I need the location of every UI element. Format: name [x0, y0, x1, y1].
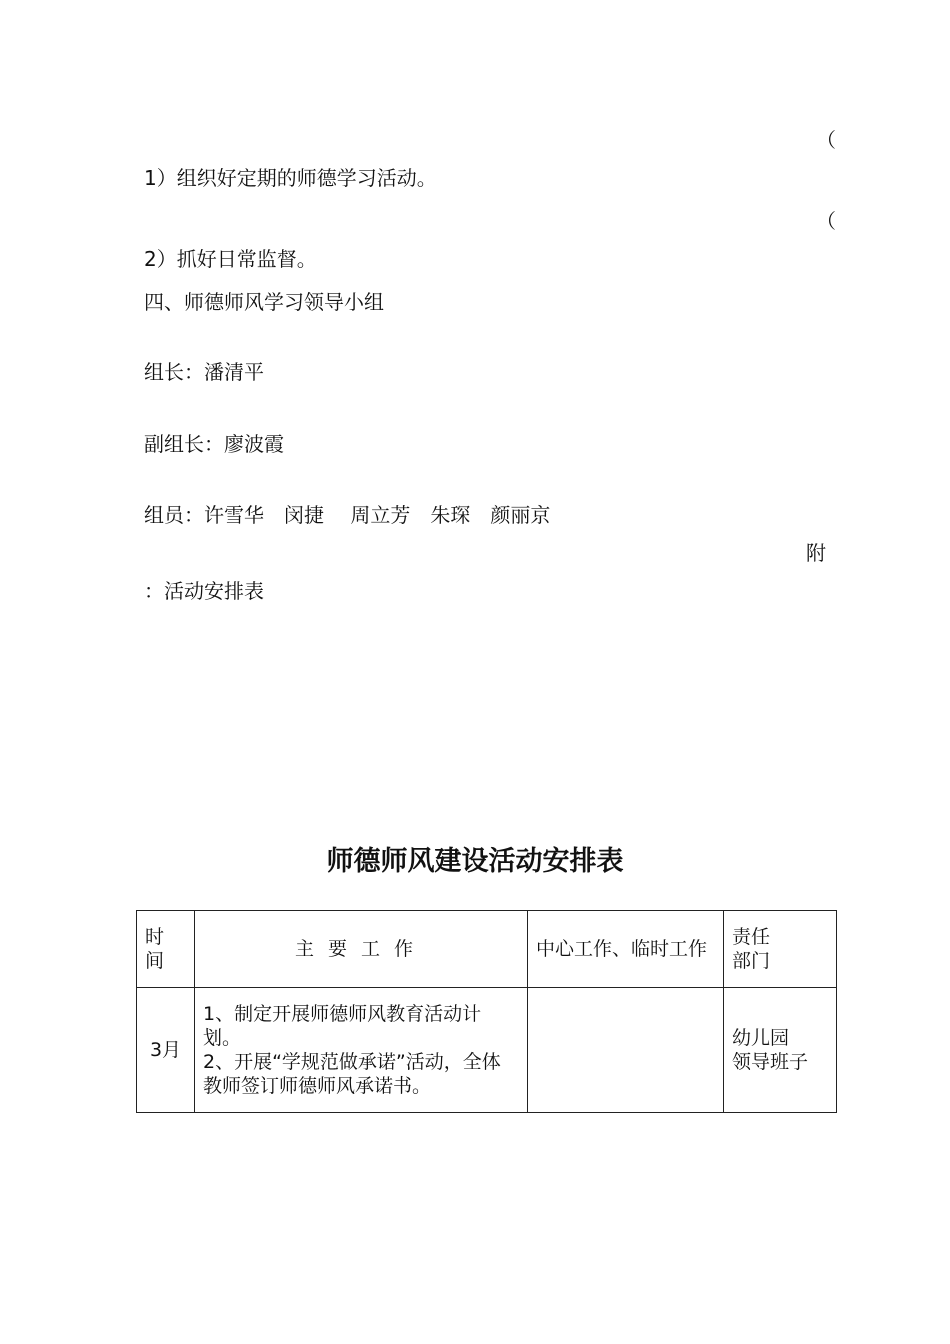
attach-label: ：活动安排表	[144, 579, 264, 603]
row-time: 3月	[137, 988, 195, 1113]
schedule-table	[136, 910, 837, 1113]
header-center-work: 中心工作、临时工作	[528, 911, 724, 988]
header-main-work-label: 主要工作	[294, 938, 427, 960]
row-dept-line-2: 领导班子	[732, 1051, 809, 1073]
header-dept-line-2: 部门	[732, 950, 771, 972]
attach-prefix: 附	[806, 541, 826, 565]
row-center-work	[528, 988, 724, 1113]
row-main-work-item-1: 1、制定开展师德师风教育活动计划。	[203, 1003, 482, 1049]
header-time-line-1: 时	[145, 926, 165, 948]
section-4-heading: 四、师德师风学习领导小组	[144, 290, 384, 314]
table-row	[137, 988, 837, 1113]
schedule-title: 师德师风建设活动安排表	[326, 846, 624, 877]
item-1-text: 1）组织好定期的师德学习活动。	[144, 166, 437, 190]
leader-line: 组长：潘清平	[144, 360, 264, 384]
row-dept-line-1: 幼儿园	[732, 1027, 790, 1049]
vice-leader-line: 副组长：廖波霞	[144, 432, 284, 456]
members-line: 组员：许雪华 闵捷 周立芳 朱琛 颜丽京	[144, 503, 551, 527]
header-time-line-2: 间	[145, 950, 165, 972]
header-dept	[724, 911, 837, 988]
table-header-row	[137, 911, 837, 988]
row-dept	[724, 988, 837, 1113]
item-2-text: 2）抓好日常监督。	[144, 247, 317, 271]
row-main-work-item-2: 2、开展“学规范做承诺”活动，全体教师签订师德师风承诺书。	[203, 1051, 501, 1097]
header-time	[137, 911, 195, 988]
paren-mark-1: （	[816, 128, 836, 152]
header-dept-line-1: 责任	[732, 926, 771, 948]
row-main-work	[195, 988, 528, 1113]
paren-mark-2: （	[816, 209, 836, 233]
header-main-work	[195, 911, 528, 988]
